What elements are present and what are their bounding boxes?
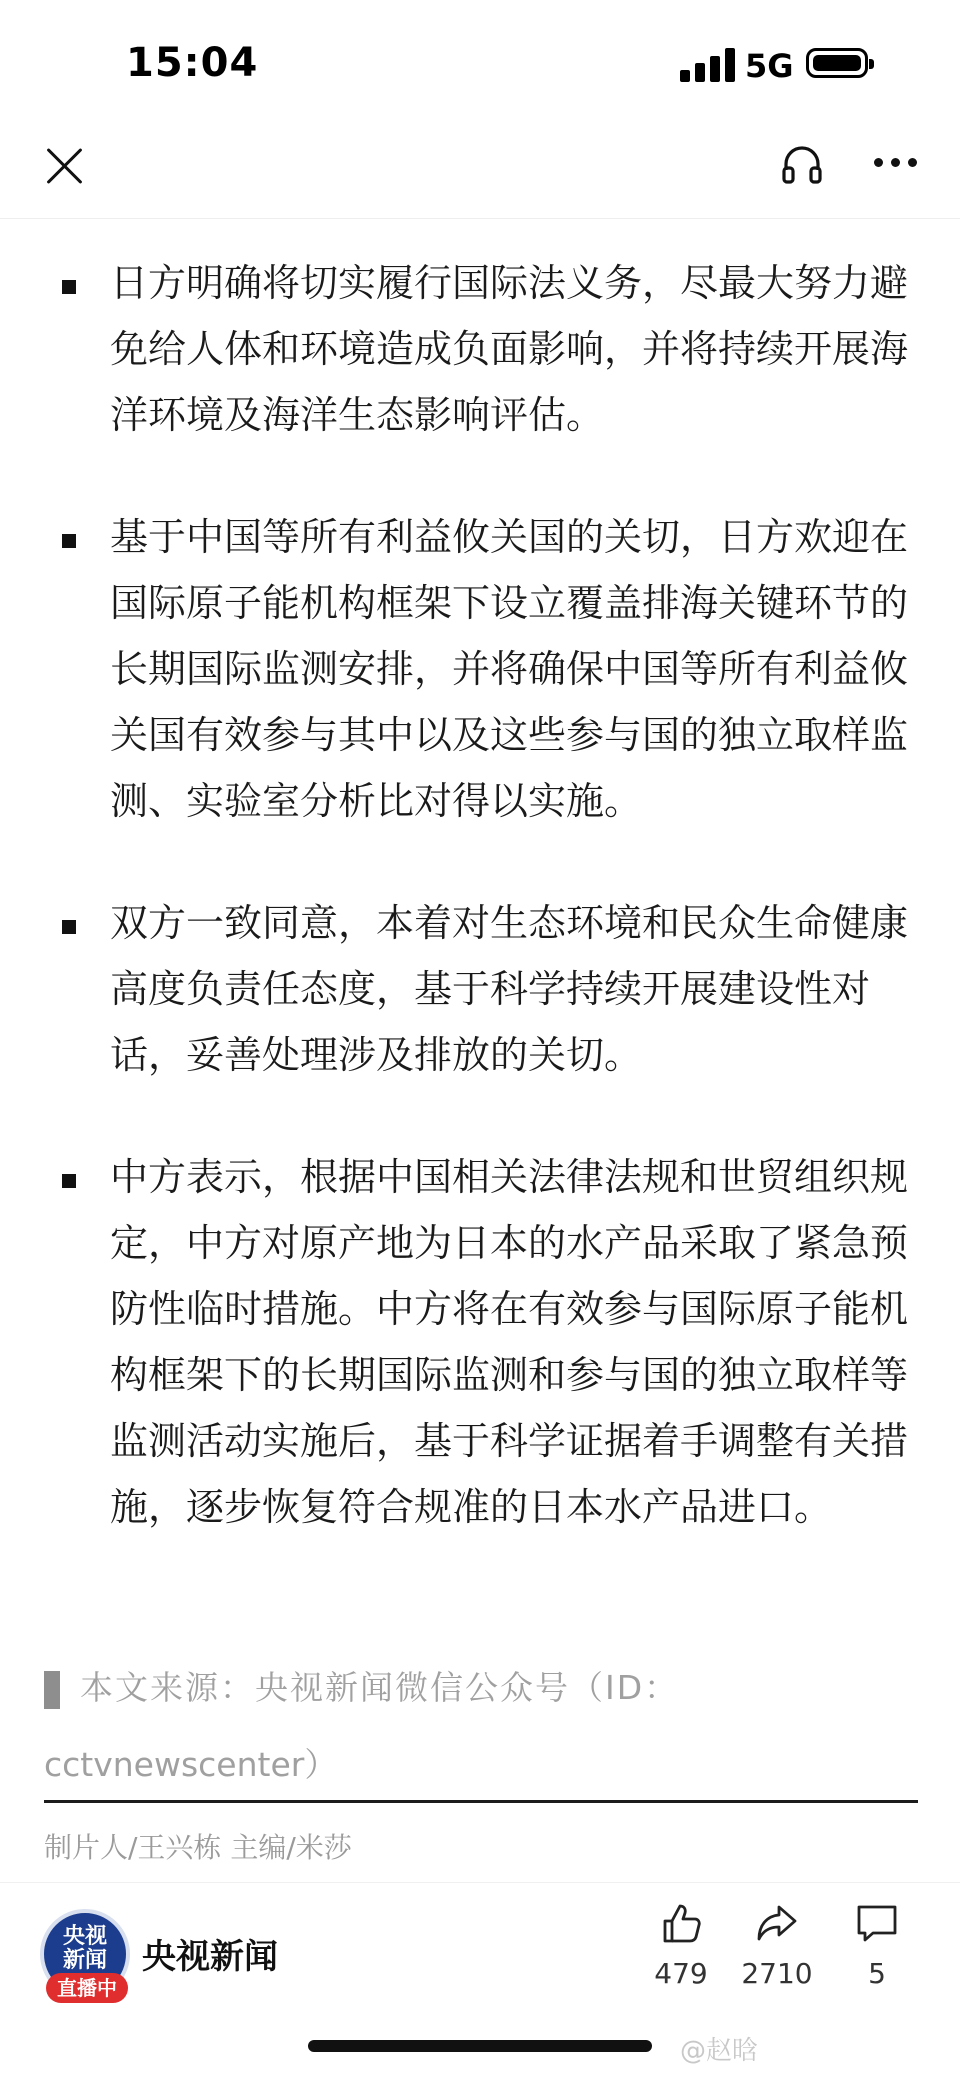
thumbs-up-icon	[659, 1901, 703, 1945]
share-button[interactable]	[732, 1901, 822, 1990]
bullet-icon	[62, 280, 76, 294]
comment-button[interactable]	[832, 1901, 922, 1990]
status-bar	[0, 0, 960, 130]
more-icon[interactable]	[870, 158, 920, 170]
article-paragraph	[0, 1144, 960, 1540]
like-count: 479	[654, 1957, 708, 1990]
avatar-text-bottom: 新闻	[62, 1948, 107, 1973]
battery-icon	[806, 48, 868, 78]
account-name[interactable]: 央视新闻	[142, 1937, 278, 1977]
headphones-icon[interactable]	[778, 140, 826, 188]
source-text: 本文来源：央视新闻微信公众号（ID：	[80, 1668, 680, 1707]
bullet-icon	[62, 920, 76, 934]
bullet-icon	[62, 1174, 76, 1188]
comment-count: 5	[868, 1957, 886, 1990]
network-type: 5G	[745, 47, 794, 85]
article-body	[0, 250, 960, 1596]
article-paragraph	[0, 504, 960, 834]
live-badge[interactable]: 直播中	[46, 1973, 128, 2003]
paragraph-text: 日方明确将切实履行国际法义务，尽最大努力避免给人体和环境造成负面影响，并将持续开展海洋环境及海洋生态影响评估。	[110, 261, 909, 437]
comment-icon	[855, 1901, 899, 1945]
avatar-text-top: 央视	[62, 1924, 107, 1949]
share-count: 2710	[741, 1957, 813, 1990]
source-id: cctvnewscenter）	[44, 1745, 338, 1784]
article-source	[44, 1648, 918, 1802]
like-button[interactable]	[636, 1901, 726, 1990]
article-paragraph	[0, 890, 960, 1088]
bullet-icon	[62, 534, 76, 548]
paragraph-text: 中方表示，根据中国相关法律法规和世贸组织规定，中方对原产地为日本的水产品采取了紧急预防性临时措施。中方将在有效参与国际原子能机构框架下的长期国际监测和参与国的独立取样等监测活动实施后，基于科学证据着手调整有关措施，逐步恢复符合规准的日本水产品进口。	[110, 1155, 909, 1529]
article-credits: 制片人/王兴栋 主编/米莎	[44, 1831, 352, 1864]
author-footer-bar	[0, 1882, 960, 2013]
paragraph-text: 双方一致同意，本着对生态环境和民众生命健康高度负责任态度，基于科学持续开展建设性对话，妥善处理涉及排放的关切。	[110, 901, 909, 1077]
top-nav-bar	[0, 130, 960, 219]
divider	[44, 1800, 918, 1803]
signal-icon	[680, 48, 736, 82]
article-paragraph	[0, 250, 960, 448]
status-time: 15:04	[126, 40, 259, 86]
paragraph-text: 基于中国等所有利益攸关国的关切，日方欢迎在国际原子能机构框架下设立覆盖排海关键环节的长期国际监测安排，并将确保中国等所有利益攸关国有效参与其中以及这些参与国的独立取样监测、实验室分析比对得以实施。	[110, 515, 909, 823]
home-indicator[interactable]	[308, 2040, 652, 2052]
close-icon[interactable]	[44, 146, 84, 186]
share-icon	[755, 1901, 799, 1945]
source-marker	[44, 1671, 60, 1709]
watermark: @赵晗	[680, 2036, 759, 2066]
